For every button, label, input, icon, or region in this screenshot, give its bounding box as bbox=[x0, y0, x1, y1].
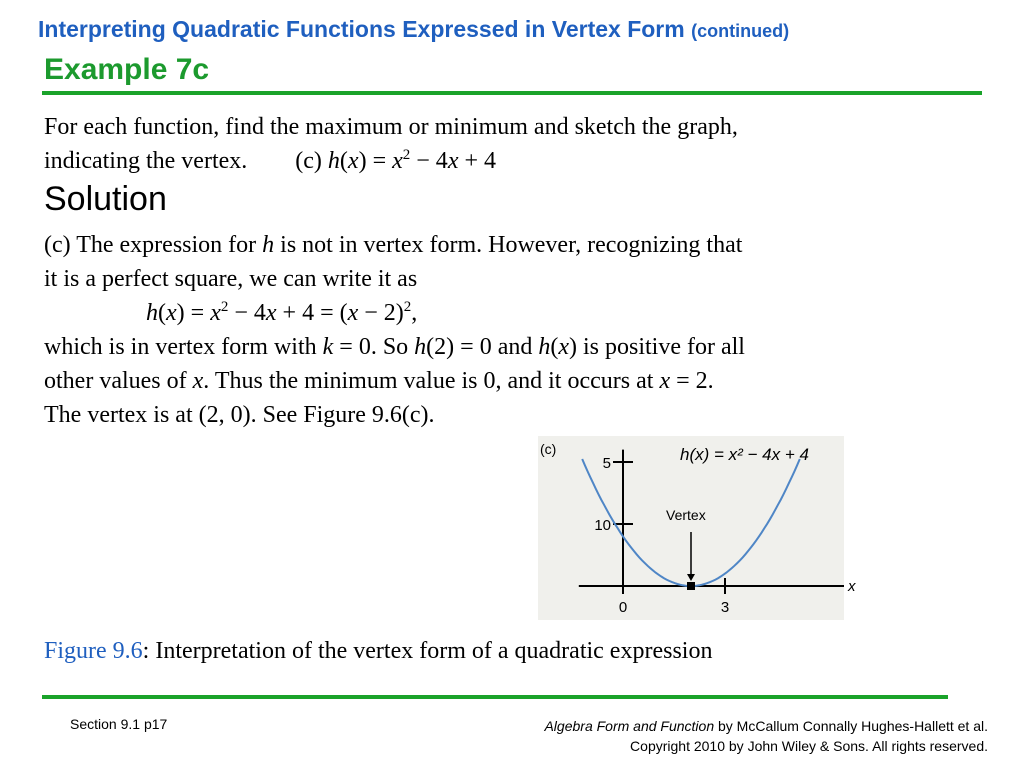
figure-ticks bbox=[594, 455, 729, 616]
problem-statement bbox=[44, 110, 994, 178]
y-tick-label: 5 bbox=[602, 455, 611, 472]
footer-section: Section 9.1 p17 bbox=[70, 716, 168, 732]
figure-caption bbox=[44, 638, 712, 665]
footer-copyright: Copyright 2010 by John Wiley & Sons. All rights reserved. bbox=[630, 738, 988, 754]
figure-graph bbox=[538, 436, 856, 620]
figure-axes bbox=[579, 450, 856, 595]
solution-line-5: other values of x. Thus the minimum value is 0, and it occurs at x = 2. bbox=[44, 368, 714, 394]
figure-caption-text: : Interpretation of the vertex form of a quadratic expression bbox=[142, 638, 713, 664]
vertex-point bbox=[687, 582, 695, 590]
x-tick-label: 0 bbox=[618, 599, 628, 616]
footer-credits bbox=[544, 716, 988, 756]
problem-line-1: For each function, find the maximum or minimum and sketch the graph, bbox=[44, 114, 738, 140]
slide-subtitle: Example 7c bbox=[44, 53, 210, 86]
solution-line-4: which is in vertex form with k = 0. So h(2) = 0 and h(x) is positive for all bbox=[44, 334, 745, 360]
footer-authors: by McCallum Connally Hughes-Hallett et al. bbox=[714, 718, 988, 734]
figure-vertex-label: Vertex bbox=[666, 507, 706, 523]
top-divider bbox=[42, 91, 982, 95]
solution-line-6: The vertex is at (2, 0). See Figure 9.6(c). bbox=[44, 402, 435, 428]
problem-line-2: indicating the vertex. (c) $h(x) = x^2 - 4x + 4$ bbox=[44, 147, 497, 174]
solution-line-2: it is a perfect square, we can write it as bbox=[44, 266, 418, 292]
solution-line-1: (c) The expression for h is not in vertex form. However, recognizing that bbox=[44, 232, 743, 258]
solution-heading: Solution bbox=[44, 180, 167, 218]
vertex-arrow-head bbox=[687, 574, 695, 581]
x-axis-label: x bbox=[848, 578, 856, 595]
x-tick-label: 3 bbox=[720, 599, 730, 616]
vertex-arrow-icon bbox=[687, 532, 695, 581]
figure-caption-label: Figure 9.6 bbox=[44, 638, 143, 664]
slide-title-suffix: (continued) bbox=[691, 21, 790, 41]
y-tick-label: 10 bbox=[594, 517, 611, 534]
figure-panel-label: (c) bbox=[540, 441, 557, 457]
footer-book-title: Algebra Form and Function bbox=[544, 718, 715, 734]
figure-function-label: h(x) = x² − 4x + 4 bbox=[680, 445, 809, 464]
slide-title bbox=[38, 16, 789, 43]
bottom-divider bbox=[42, 695, 948, 699]
solution-equation: $h(x) = x^2 - 4x + 4 = (x - 2)^2$, bbox=[146, 299, 418, 326]
slide-title-main: Interpreting Quadratic Functions Expressed in Vertex Form bbox=[38, 16, 685, 42]
solution-body bbox=[44, 228, 994, 432]
figure-vertex-point bbox=[687, 582, 695, 590]
